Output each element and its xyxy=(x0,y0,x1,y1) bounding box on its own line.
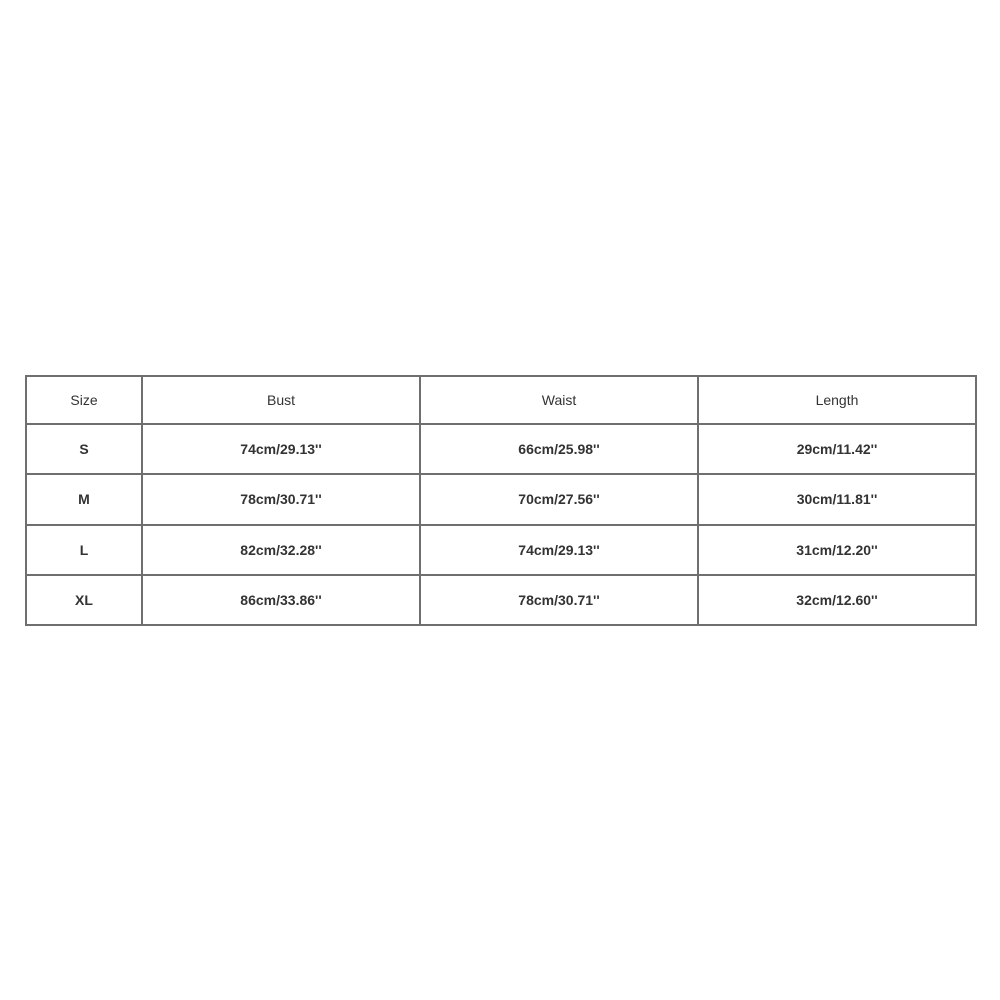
cell-size: S xyxy=(26,424,142,474)
cell-waist: 78cm/30.71'' xyxy=(420,575,698,625)
cell-length: 31cm/12.20'' xyxy=(698,525,976,575)
header-length: Length xyxy=(698,376,976,424)
table-row xyxy=(26,424,976,474)
cell-waist: 66cm/25.98'' xyxy=(420,424,698,474)
header-row xyxy=(26,376,976,424)
table-row xyxy=(26,575,976,625)
cell-waist: 70cm/27.56'' xyxy=(420,474,698,524)
header-size: Size xyxy=(26,376,142,424)
cell-bust: 82cm/32.28'' xyxy=(142,525,420,575)
header-waist: Waist xyxy=(420,376,698,424)
cell-bust: 74cm/29.13'' xyxy=(142,424,420,474)
size-chart-table xyxy=(25,375,977,626)
cell-size: M xyxy=(26,474,142,524)
cell-waist: 74cm/29.13'' xyxy=(420,525,698,575)
table-row xyxy=(26,474,976,524)
cell-bust: 86cm/33.86'' xyxy=(142,575,420,625)
cell-length: 29cm/11.42'' xyxy=(698,424,976,474)
table-row xyxy=(26,525,976,575)
cell-bust: 78cm/30.71'' xyxy=(142,474,420,524)
header-bust: Bust xyxy=(142,376,420,424)
cell-size: XL xyxy=(26,575,142,625)
cell-length: 32cm/12.60'' xyxy=(698,575,976,625)
cell-size: L xyxy=(26,525,142,575)
cell-length: 30cm/11.81'' xyxy=(698,474,976,524)
